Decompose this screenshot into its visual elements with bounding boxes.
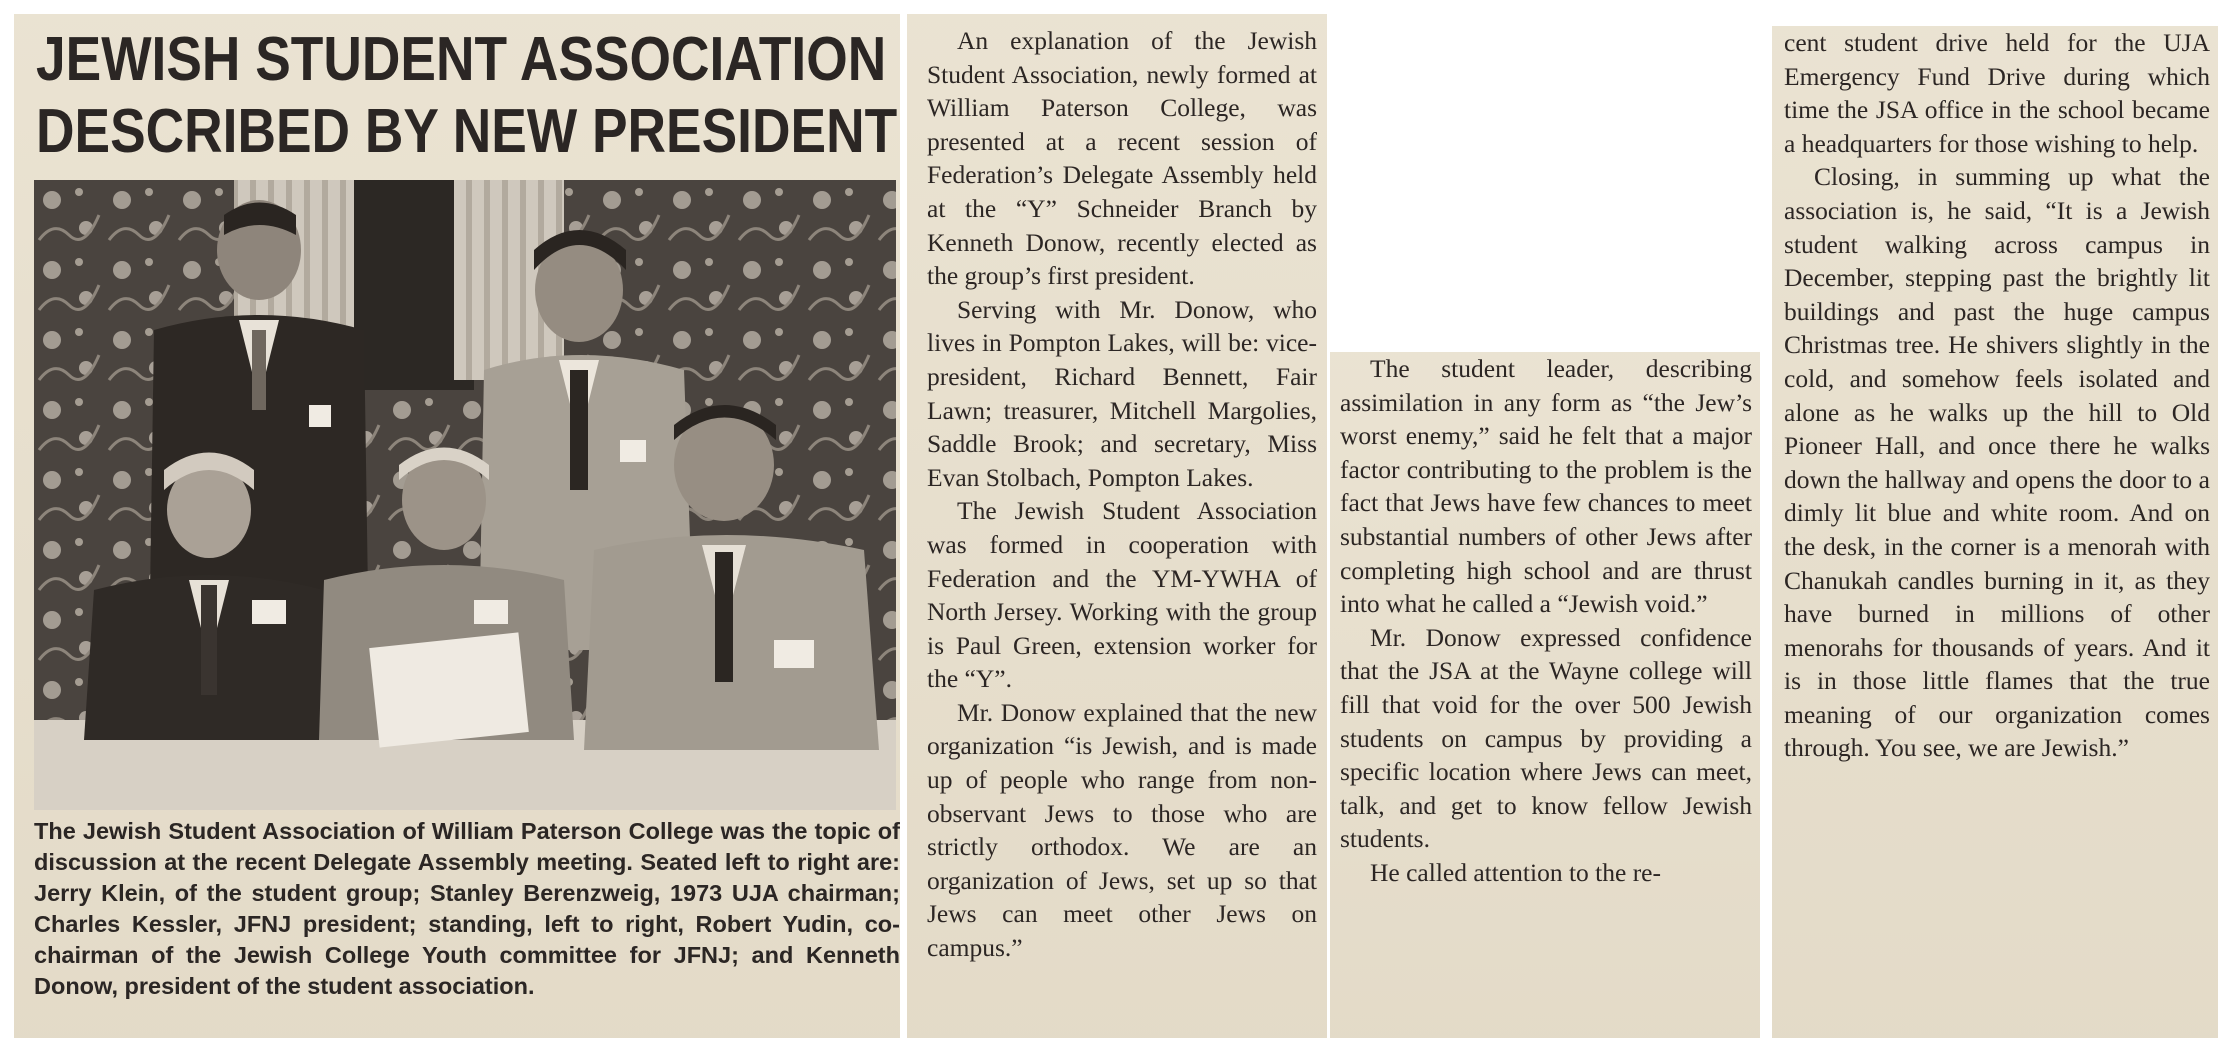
article-column-3	[1784, 26, 2210, 765]
paragraph: Mr. Donow expressed confidence that the JSA at the Wayne college will fill that void for the over 500 Jewish students on campus by providing a specific location where Jews can meet, talk, and get to know fellow Jewish students.	[1340, 622, 1752, 854]
paragraph: cent student drive held for the UJA Emergency Fund Drive during which time the JSA office in the school became a headquarters for those wishing to help.	[1784, 28, 2210, 158]
headline-line-2: DESCRIBED BY NEW PRESIDENT	[36, 97, 898, 166]
headline-line-1: JEWISH STUDENT ASSOCIATION	[36, 25, 887, 94]
article-column-2	[1340, 352, 1752, 890]
paragraph: Mr. Donow explained that the new organization “is Jewish, and is made up of people who range from non-observant Jews to those who are strictly orthodox. We are an organization of Jews, set up so that Jews can meet other Jews on campus.”	[927, 697, 1317, 963]
paragraph: The Jewish Student Association was formed in cooperation with Federation and the YM-YWHA of North Jersey. Working with the group is Paul Green, extension worker for the “Y”.	[927, 496, 1317, 694]
photo-caption: The Jewish Student Association of William Paterson College was the topic of discussion at the recent Delegate Assembly meeting. Seated left to right are: Jerry Klein, of the student group; Stanley Berenzweig, 1973 UJA chairman; Charles Kessler, JFNJ president; standing, left to right, Robert Yudin, co-chairman of the Jewish College Youth committee for JFNJ; and Kenneth Donow, president of the student association.	[34, 818, 900, 999]
headline	[36, 24, 898, 168]
group-photo	[34, 180, 896, 810]
clipping-column-3	[1772, 26, 2218, 1038]
clipping-column-2	[1330, 352, 1760, 1038]
paragraph: The student leader, describing assimilation in any form as “the Jew’s worst enemy,” said he felt that a major factor contributing to the problem is the fact that Jews have few chances to meet substantial numbers of other Jews after completing high school and are thrust into what he called a “Jewish void.”	[1340, 354, 1752, 619]
group-photo-illustration	[34, 180, 896, 810]
article-column-1	[927, 24, 1317, 965]
clipping-column-1	[907, 14, 1327, 1038]
paragraph: An explanation of the Jewish Student Association, newly formed at William Paterson College, was presented at a recent session of Federation’s Delegate Assembly held at the “Y” Schneider Branch by Kenneth Donow, recently elected as the group’s first president.	[927, 26, 1317, 291]
paragraph: He called attention to the re-	[1370, 857, 1661, 887]
clipping-headline-photo	[14, 14, 900, 1038]
paragraph: Closing, in summing up what the association is, he said, “It is a Jewish student walking across campus in December, stepping past the brightly lit buildings and past the huge campus Christmas tree. He shivers slightly in the cold, and somehow feels isolated and alone as he walks up the hill to Old Pioneer Hall, and once there he walks down the hallway and opens the door to a dimly lit blue and white room. And on the desk, in the corner is a menorah with Chanukah candles burning in it, as they have burned in millions of other menorahs for thousands of years. And it is in those little flames that the true meaning of our organization comes through. You see, we are Jewish.”	[1784, 162, 2210, 763]
paragraph: Serving with Mr. Donow, who lives in Pompton Lakes, will be: vice-president, Richard Bennett, Fair Lawn; treasurer, Mitchell Margolies, Saddle Brook; and secretary, Miss Evan Stolbach, Pompton Lakes.	[927, 294, 1317, 492]
